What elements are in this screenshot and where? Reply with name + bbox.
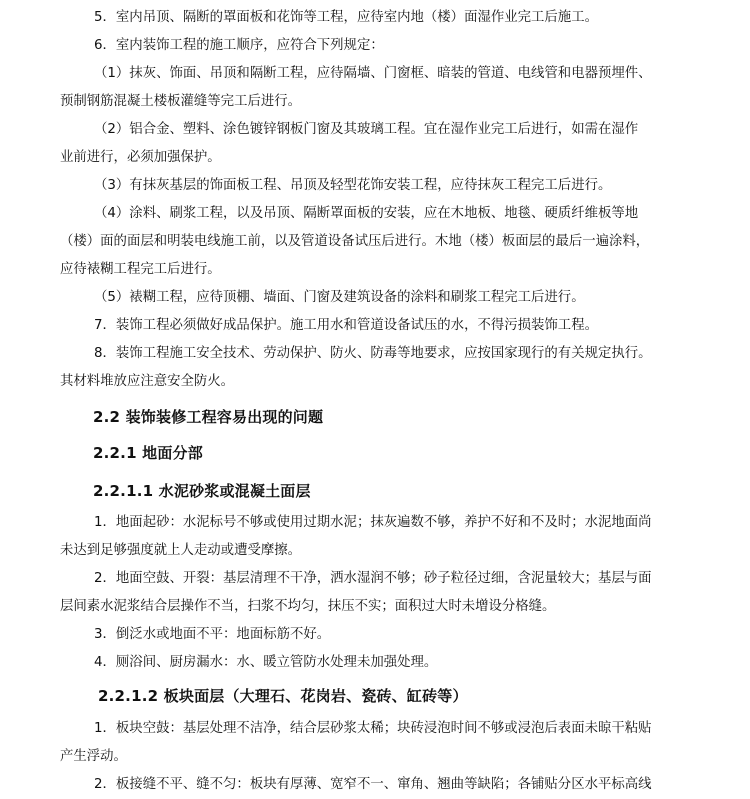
paragraph-line: 应待裱糊工程完工后进行。 [60, 262, 221, 277]
paragraph-line: （5）裱糊工程，应待顶棚、墙面、门窗及建筑设备的涂料和刷浆工程完工后进行。 [94, 290, 585, 305]
paragraph-line: 2．地面空鼓、开裂：基层清理不干净，洒水湿润不够；砂子粒径过细，含泥量较大；基层与面 [94, 571, 652, 586]
paragraph-line: 8．装饰工程施工安全技术、劳动保护、防火、防毒等地要求，应按国家现行的有关规定执行。 [94, 346, 652, 361]
paragraph-line: 其材料堆放应注意安全防火。 [60, 374, 235, 389]
subsubsection-heading: 2.2.1.1 水泥砂浆或混凝土面层 [93, 482, 311, 500]
paragraph-line: 产生浮动。 [60, 749, 127, 764]
paragraph-line: 7．装饰工程必须做好成品保护。施工用水和管道设备试压的水，不得污损装饰工程。 [94, 318, 598, 333]
paragraph-line: 6．室内装饰工程的施工顺序，应符合下列规定： [94, 38, 384, 53]
paragraph-line: 层间素水泥浆结合层操作不当，扫浆不均匀，抹压不实；面积过大时未增设分格缝。 [60, 599, 556, 614]
paragraph-line: 1．板块空鼓：基层处理不洁净，结合层砂浆太稀；块砖浸泡时间不够或浸泡后表面未晾干粘贴 [94, 721, 652, 736]
subsection-heading: 2.2.1 地面分部 [93, 444, 203, 462]
paragraph-line: 5．室内吊顶、隔断的罩面板和花饰等工程，应待室内地（楼）面湿作业完工后施工。 [94, 10, 598, 25]
paragraph-line: 1．地面起砂：水泥标号不够或使用过期水泥；抹灰遍数不够，养护不好和不及时；水泥地面尚 [94, 515, 652, 530]
paragraph-line: （2）铝合金、塑料、涂色镀锌钢板门窗及其玻璃工程。宜在湿作业完工后进行，如需在湿作 [94, 122, 639, 137]
paragraph-line: 预制钢筋混凝土楼板灌缝等完工后进行。 [60, 94, 302, 109]
paragraph-line: （4）涂料、刷浆工程，以及吊顶、隔断罩面板的安装，应在木地板、地毯、硬质纤维板等地 [94, 206, 639, 221]
subsubsection-heading: 2.2.1.2 板块面层（大理石、花岗岩、瓷砖、缸砖等） [98, 687, 468, 705]
paragraph-line: 2．板接缝不平、缝不匀：板块有厚薄、宽窄不一、窜角、翘曲等缺陷；各铺贴分区水平标高线 [94, 777, 652, 792]
section-heading: 2.2 装饰装修工程容易出现的问题 [93, 408, 324, 426]
paragraph-line: （1）抹灰、饰面、吊顶和隔断工程，应待隔墙、门窗框、暗装的管道、电线管和电器预埋件、 [94, 66, 652, 81]
paragraph-line: 4．厕浴间、厨房漏水：水、暖立管防水处理未加强处理。 [94, 655, 438, 670]
paragraph-line: 3．倒泛水或地面不平：地面标筋不好。 [94, 627, 331, 642]
paragraph-line: （3）有抹灰基层的饰面板工程、吊顶及轻型花饰安装工程，应待抹灰工程完工后进行。 [94, 178, 612, 193]
paragraph-line: 未达到足够强度就上人走动或遭受摩擦。 [60, 543, 302, 558]
paragraph-line: 业前进行，必须加强保护。 [60, 150, 221, 165]
paragraph-line: （楼）面的面层和明装电线施工前，以及管道设备试压后进行。木地（楼）板面层的最后一遍涂料， [60, 234, 650, 249]
